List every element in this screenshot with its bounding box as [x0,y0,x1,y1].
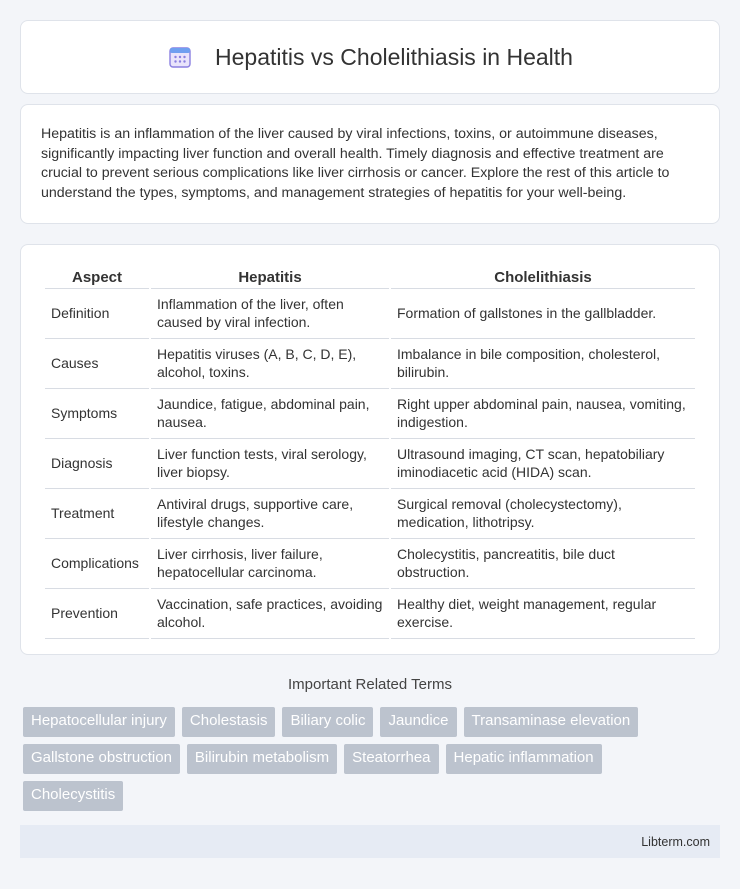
related-term-tag[interactable]: Steatorrhea [344,744,438,774]
intro-text: Hepatitis is an inflammation of the liver caused by viral infections, toxins, or autoimmune diseases, significantly impacting liver function and overall health. Timely diagnosis and effective treatment are crucial to prevent serious complications like liver cirrhosis or cancer. Explore the rest of this article to understand the types, symptoms, and management strategies of hepatitis for your well-being. [41,126,670,201]
footer-site[interactable]: Libterm.com [641,834,710,849]
table-header-row [45,263,695,289]
cholelithiasis-cell: Imbalance in bile composition, cholesterol, bilirubin. [391,339,695,389]
aspect-cell: Causes [45,339,149,389]
aspect-cell: Prevention [45,589,149,639]
footer [20,825,720,858]
comparison-table [43,263,697,639]
cholelithiasis-cell: Surgical removal (cholecystectomy), medication, lithotripsy. [391,489,695,539]
page-title: Hepatitis vs Cholelithiasis in Health [215,43,573,70]
table-row [45,289,695,339]
column-header: Hepatitis [151,263,389,289]
aspect-cell: Complications [45,539,149,589]
table-row [45,589,695,639]
hepatitis-cell: Jaundice, fatigue, abdominal pain, nausea. [151,389,389,439]
hepatitis-cell: Hepatitis viruses (A, B, C, D, E), alcohol, toxins. [151,339,389,389]
table-row [45,539,695,589]
table-row [45,389,695,439]
hepatitis-cell: Vaccination, safe practices, avoiding alcohol. [151,589,389,639]
cholelithiasis-cell: Right upper abdominal pain, nausea, vomiting, indigestion. [391,389,695,439]
related-term-tag[interactable]: Hepatocellular injury [23,707,175,737]
comparison-table-card [20,244,720,655]
cholelithiasis-cell: Formation of gallstones in the gallbladder. [391,289,695,339]
hepatitis-cell: Liver cirrhosis, liver failure, hepatocellular carcinoma. [151,539,389,589]
related-term-tag[interactable]: Bilirubin metabolism [187,744,337,774]
hepatitis-cell: Liver function tests, viral serology, liver biopsy. [151,439,389,489]
hepatitis-cell: Inflammation of the liver, often caused by viral infection. [151,289,389,339]
related-terms-title: Important Related Terms [288,676,452,693]
calendar-icon [167,44,193,70]
cholelithiasis-cell: Ultrasound imaging, CT scan, hepatobiliary iminodiacetic acid (HIDA) scan. [391,439,695,489]
table-row [45,489,695,539]
aspect-cell: Diagnosis [45,439,149,489]
related-terms-list [23,707,703,811]
aspect-cell: Symptoms [45,389,149,439]
aspect-cell: Definition [45,289,149,339]
related-term-tag[interactable]: Jaundice [380,707,456,737]
related-term-tag[interactable]: Cholestasis [182,707,276,737]
related-term-tag[interactable]: Biliary colic [282,707,373,737]
table-row [45,439,695,489]
cholelithiasis-cell: Healthy diet, weight management, regular exercise. [391,589,695,639]
column-header: Aspect [45,263,149,289]
header-card [20,20,720,94]
intro-card [20,104,720,224]
table-row [45,339,695,389]
related-term-tag[interactable]: Cholecystitis [23,781,123,811]
related-term-tag[interactable]: Transaminase elevation [464,707,639,737]
column-header: Cholelithiasis [391,263,695,289]
hepatitis-cell: Antiviral drugs, supportive care, lifestyle changes. [151,489,389,539]
related-term-tag[interactable]: Gallstone obstruction [23,744,180,774]
cholelithiasis-cell: Cholecystitis, pancreatitis, bile duct obstruction. [391,539,695,589]
related-term-tag[interactable]: Hepatic inflammation [446,744,602,774]
aspect-cell: Treatment [45,489,149,539]
